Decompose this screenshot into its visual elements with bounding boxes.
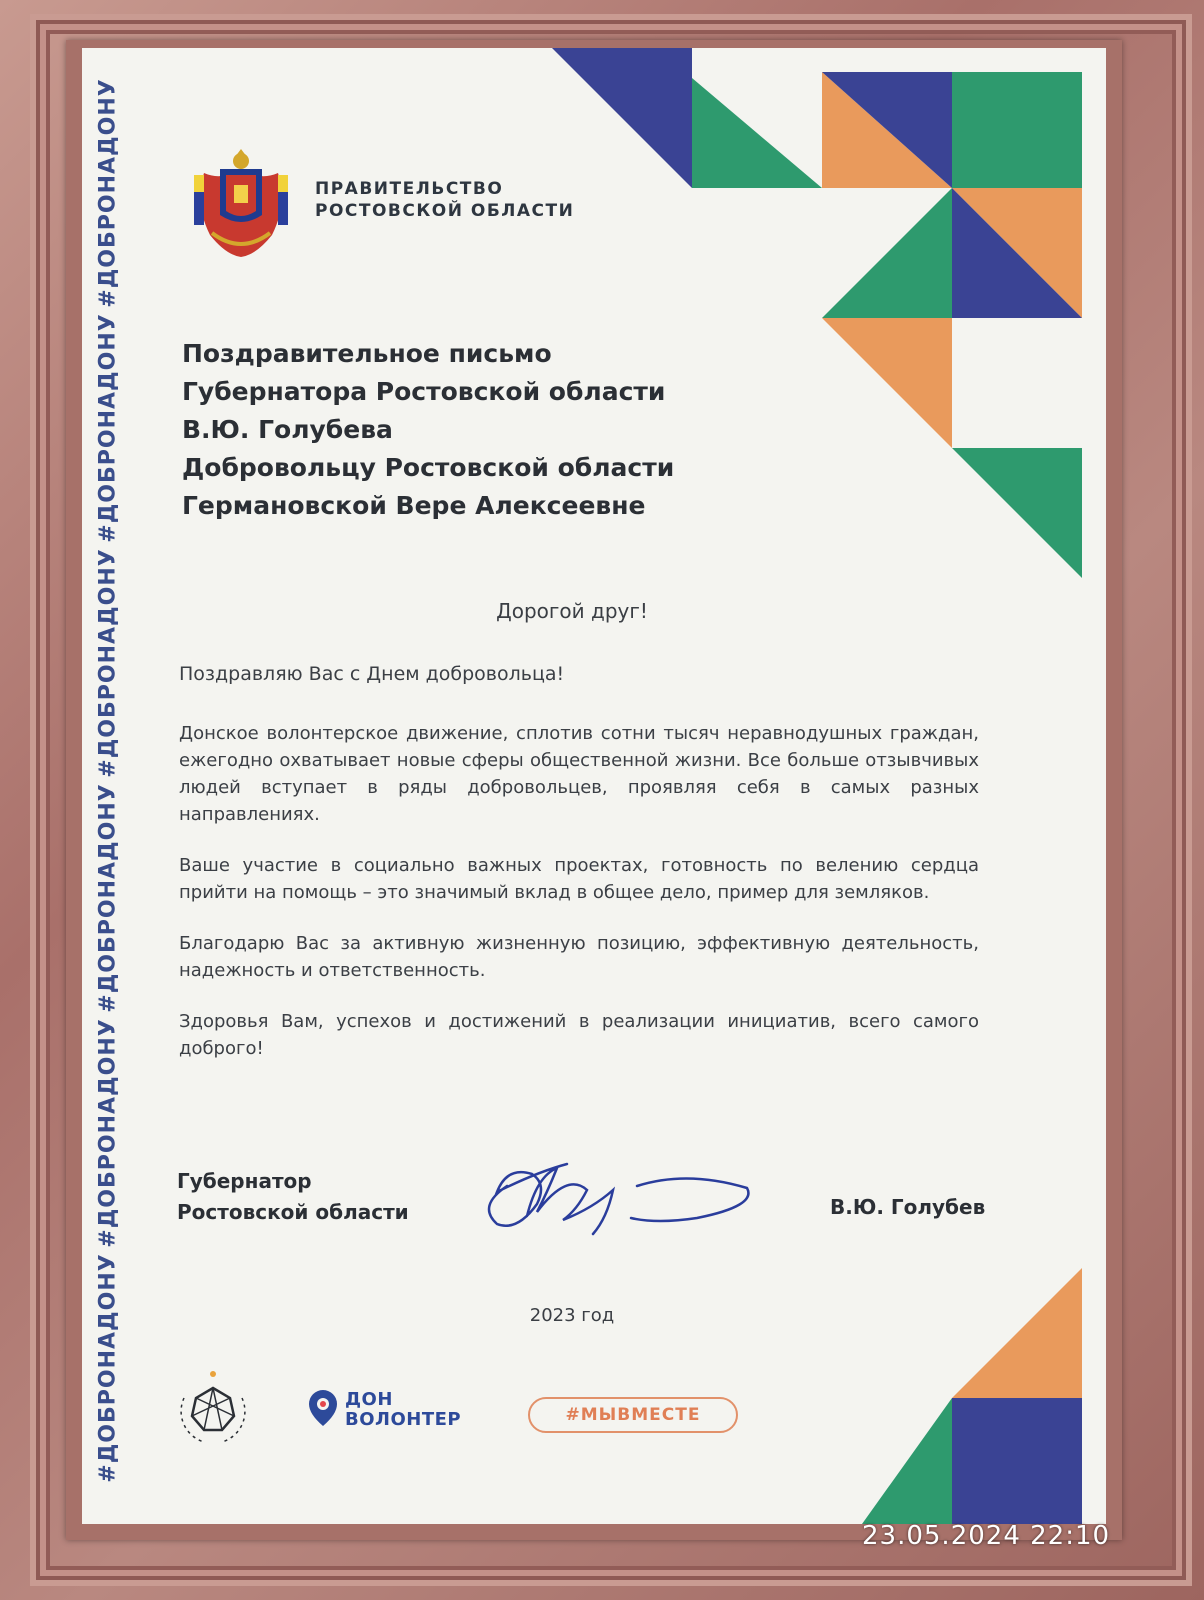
side-hashtag: #ДОБРОНАДОНУ	[95, 783, 121, 1013]
letter-title	[182, 335, 674, 525]
triangle-orange-c	[822, 318, 952, 448]
side-hashtag-column	[82, 48, 134, 1524]
don-volunteer-logo	[307, 1388, 462, 1432]
signatory-role-line1: Губернатор	[177, 1169, 312, 1193]
don-molodoy-logo	[172, 1368, 254, 1450]
don-volunteer-line1: ДОН	[345, 1389, 393, 1410]
government-name-line2: РОСТОВСКОЙ ОБЛАСТИ	[315, 201, 575, 221]
side-hashtag: #ДОБРОНАДОНУ	[95, 1253, 121, 1483]
triangle-green-c	[822, 188, 952, 318]
location-pin-icon	[307, 1388, 339, 1428]
triangle-green-e	[862, 1398, 952, 1524]
triangle-green-b	[952, 72, 1082, 188]
paragraph-wishes: Здоровья Вам, успехов и достижений в реализации инициатив, всего самого доброго!	[179, 1011, 979, 1059]
triangle-blue-top	[552, 48, 692, 188]
title-line: В.Ю. Голубева	[182, 415, 393, 444]
signatory-role-line2: Ростовской области	[177, 1200, 409, 1224]
paragraph-congratulation: Поздравляю Вас с Днем добровольца!	[179, 663, 565, 685]
hashtag-badge: #МЫВМЕСТЕ	[528, 1397, 738, 1433]
paragraph-movement: Донское волонтерское движение, сплотив сотни тысяч неравнодушных граждан, ежегодно охватывает новые сферы общественной жизни. Все больше отзывчивых людей вступает в ряды добровольцев, проявляя себя в самых разных направлениях.	[179, 723, 979, 825]
title-line: Губернатора Ростовской области	[182, 377, 666, 406]
title-line: Добровольцу Ростовской области	[182, 453, 675, 482]
government-name-line1: ПРАВИТЕЛЬСТВО	[315, 179, 504, 199]
triangle-green-d	[952, 448, 1082, 578]
paragraph-participation: Ваше участие в социально важных проектах, готовность по велению сердца прийти на помощь – это значимый вклад в общее дело, пример для земляков.	[179, 855, 979, 903]
don-volunteer-text	[345, 1390, 461, 1430]
government-name	[315, 178, 574, 222]
title-line: Поздравительное письмо	[182, 339, 552, 368]
title-line: Германовской Вере Алексеевне	[182, 491, 646, 520]
triangle-green-a	[692, 78, 822, 188]
side-hashtag: #ДОБРОНАДОНУ	[95, 78, 121, 308]
letter-sheet	[82, 48, 1106, 1524]
side-hashtag: #ДОБРОНАДОНУ	[95, 548, 121, 778]
year: 2023 год	[529, 1305, 615, 1326]
side-hashtag: #ДОБРОНАДОНУ	[95, 1018, 121, 1248]
triangle-orange-d	[952, 1268, 1082, 1398]
paragraph-gratitude: Благодарю Вас за активную жизненную позицию, эффективную деятельность, надежность и ответственность.	[179, 933, 979, 981]
rostov-coat-of-arms-icon	[182, 143, 300, 261]
signatory-role	[177, 1166, 409, 1228]
greeting: Дорогой друг!	[496, 599, 648, 623]
don-volunteer-line2: ВОЛОНТЕР	[345, 1409, 462, 1430]
photo-timestamp: 23.05.2024 22:10	[862, 1521, 1111, 1551]
handwritten-signature	[467, 1156, 767, 1236]
triangle-blue-c	[952, 1398, 1082, 1524]
signatory-name: В.Ю. Голубев	[830, 1195, 986, 1219]
side-hashtag: #ДОБРОНАДОНУ	[95, 313, 121, 543]
